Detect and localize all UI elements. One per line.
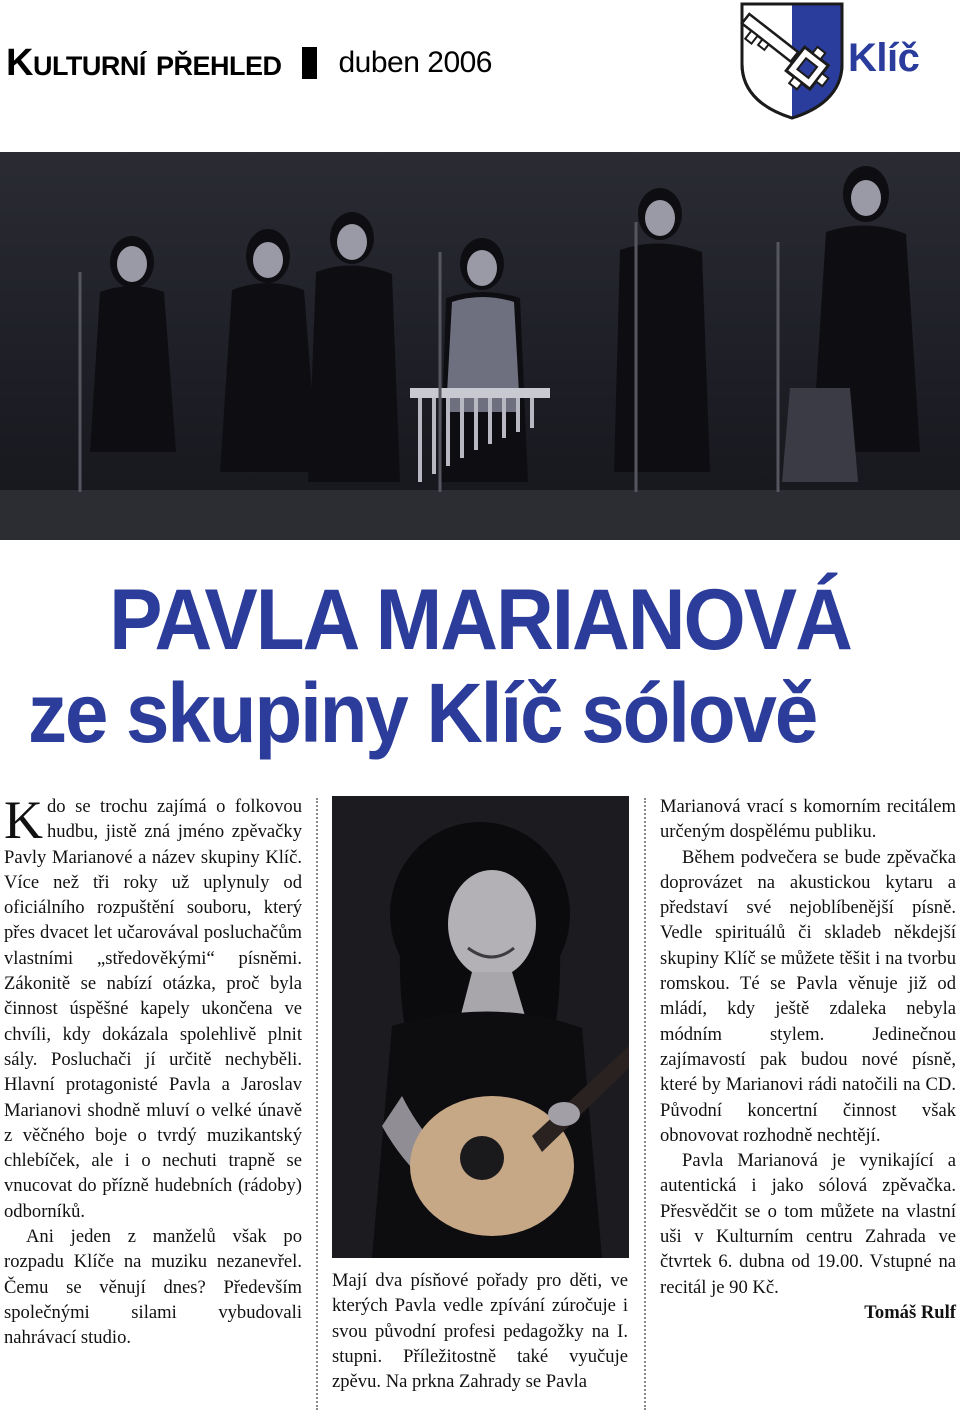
guitarist-portrait-illustration bbox=[332, 796, 629, 1258]
article-column-3 bbox=[660, 794, 956, 1325]
masthead-separator bbox=[302, 47, 317, 79]
article-paragraph: Ani jeden z manželů však po rozpadu Klíče na muziku nezanevřel. Čemu se věnují dnes? Především společnými silami vybudovali nahrávací studio. bbox=[4, 1226, 302, 1349]
article-paragraph bbox=[4, 790, 302, 1224]
logo-wordmark: Klíč bbox=[848, 36, 920, 80]
key-shield-icon bbox=[738, 2, 846, 120]
column-divider bbox=[316, 798, 318, 1410]
band-stage-illustration bbox=[0, 152, 960, 540]
article-column-2 bbox=[332, 1268, 628, 1394]
drop-cap: K bbox=[4, 790, 43, 850]
masthead bbox=[6, 38, 492, 88]
author-byline: Tomáš Rulf bbox=[864, 1301, 956, 1323]
section-title: Kulturní přehled bbox=[6, 41, 282, 84]
klic-logo bbox=[738, 2, 958, 120]
headline-subtitle: ze skupiny Klíč sólově bbox=[28, 665, 817, 761]
band-photo bbox=[0, 152, 960, 540]
article-text: do se trochu zajímá o folkovou hudbu, jistě zná jméno zpěvačky Pavly Marianové a název skupiny Klíč. Více než tři roky už uplynuly od oficiálního rozpuštění souboru, který přes dvacet let učarovával posluchačům vlastními „středověkými“ písněmi. Zákonitě se nabízí otázka, proč byla činnost úspěšné kapely ukončena ve chvíli, kdy dokázala spolehlivě plnit sály. Posluchači jí určitě nechyběli. Hlavní protagonisté Pavla a Jaroslav Marianovi shodně mluví o velké únavě z věčného boje o tvrdý muzikantský chlebíček, ale i o nechuti trapně se vnucovat do přízně hudebních (rádoby) odborníků. bbox=[4, 796, 302, 1222]
portrait-photo bbox=[332, 796, 629, 1258]
article-paragraph: Mají dva písňové pořady pro děti, ve kterých Pavla vedle zpívání zúročuje i svou původní profesi pedagožky na I. stupni. Příležitostně také vyučuje zpěvu. Na prkna Zahrady se Pavla bbox=[332, 1270, 628, 1393]
issue-date: duben 2006 bbox=[338, 46, 492, 79]
headline-name: PAVLA MARIANOVÁ bbox=[109, 571, 851, 668]
article-paragraph: Během podvečera se bude zpěvačka doprovázet na akustickou kytaru a představí své nejoblíbenější písně. Vedle spirituálů či skladeb někdejší skupiny Klíč se můžete těšit i na tvorbu romskou. Té se Pavla věnuje již od mládí, kdy ještě zdaleka nebyla módním stylem. Jedinečnou zajímavostí pak budou nové písně, které by Marianovi rádi natočili na CD. Původní koncertní činnost však obnovovat rozhodně nechtějí. bbox=[660, 846, 956, 1146]
article-paragraph: Pavla Marianová je vynikající a autentická i jako sólová zpěvačka. Přesvědčit se o tom můžete na vlastní uši v Kulturním centru Zahrada ve čtvrtek 6. dubna od 19.00. Vstupné na recitál je 90 Kč. bbox=[660, 1150, 956, 1298]
article-column-1 bbox=[4, 790, 302, 1351]
article-paragraph: Marianová vrací s komorním recitálem určeným dospělému publiku. bbox=[660, 796, 956, 843]
column-divider bbox=[644, 798, 646, 1410]
